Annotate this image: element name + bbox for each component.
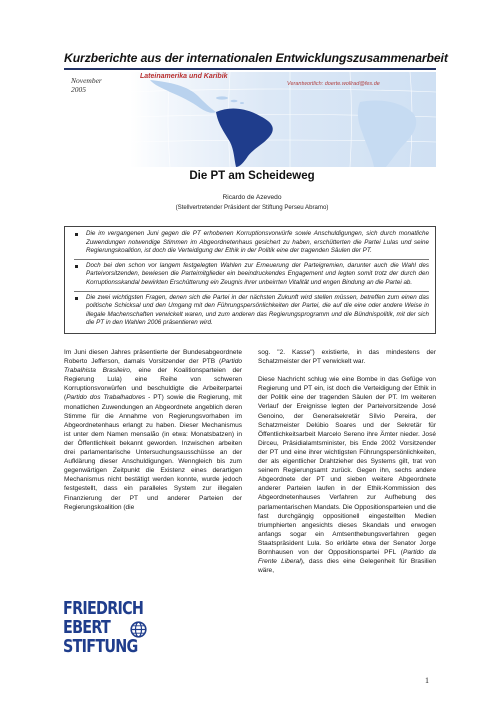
author-role: (Stellvertretender Präsident der Stiftung Perseu Abramo)	[175, 204, 329, 211]
logo-line: STIFTUNG	[63, 637, 138, 657]
series-title: Kurzberichte aus der internationalen Entwicklungszusammenarbeit	[64, 51, 448, 65]
party-name-italic: Partido Trabalhista Brasileiro	[64, 358, 242, 375]
region-label: Lateinamerika und Karibik	[140, 73, 228, 80]
text-run: Diese Nachricht schlug wie eine Bombe in das Gefüge von Regierung und PT ein, ist doch die Verteidigung der Ethik in der Politik eine der tragenden Säulen der PT. Im weiteren Verlauf der Ereignisse legten der Parteivorsitzende José Genoino, der Generalsekretär Sílvio Pereira, der Schatzmeister Delúbio Soares und der Sekretär für Öffentlichkeitsarbeit Marcelo Sereno ihre Ämter nieder. José Dirceu, Präsidialamtsminister, bis Ende 2002 Vorsitzender der PT und eine ihrer wichtigsten Führungspersönlichkeiten, der als eigentlicher Drahtzieher des Systems gilt, trat von seinem Regierungsamt zurück. Gegen ihn, sechs andere Abgeordnete der PT und sieben weitere Abgeordnete anderer Parteien laufen in der Ethik-Kommission des Abgeordnetenhauses Verfahren zur Aufhebung des parlamentarischen Mandats. Die Oppositionsparteien und die fast durchgängig oppositionell eingestellten Medien triumphierten angesichts dieses Skandals und erwogen anfangs sogar ein Amtsenthebungsverfahren gegen Staatspräsident Lula. So erklärte etwa der Senator Jorge Bornhausen von der Oppositionspartei PFL (	[258, 376, 436, 556]
text-run: Im Juni diesen Jahres präsentierte der Bundesabgeordnete Roberto Jefferson, damals Vorsitzender der PTB (	[64, 349, 242, 366]
page-number: 1	[425, 676, 429, 685]
text-run: - PT) sowie die Regierung, mit monatlichen Zuwendungen an Abgeordnete angeblich deren Stimme für die Annahme von Regierungsvorhaben im Abgeordnetenhaus erlangt zu haben. Dieser Mechanismus ist unter dem Namen mensalão (in etwa: Monatsbatzen) in der Öffentlichkeit bekannt geworden. Inzwischen arbeiten drei parlamentarische Untersuchungsausschüsse an der Aufklärung dieser Anschuldigungen. Wenngleich bis zum gegenwärtigen Zeitpunkt die Existenz eines derartigen Mechanismus nicht bestätigt werden konnte, wurde jedoch festgestellt, dass ein paralleles System zur illegalen Finanzierung der PT und anderer Parteien der Regierungskoalition (die	[64, 394, 242, 511]
document-title: Die PT am Scheideweg	[189, 170, 315, 182]
summary-box	[64, 226, 436, 334]
body-paragraph: sog. "2. Kasse") existierte, in das mindestens der Schatzmeister der PT verwickelt war.	[258, 349, 436, 366]
header-rule	[64, 68, 436, 70]
friedrich-ebert-stiftung-logo	[63, 600, 175, 660]
party-name-italic: Partido da Frente Liberal	[258, 548, 436, 566]
summary-item: Doch bei den schon vor langem festgelegten Wahlen zur Erneuerung der Parteigremien, darunter auch die Wahl des Parteivorsitzenden, bewiesen die Parteimitglieder ein beeindruckendes Engagement und legten somit trotz der durch den Korruptionsskandal bewirkten Erschütterung ein Zeugnis ihrer unbeirrten Vitalität und engen Bindung an die Partei ab.	[74, 259, 429, 288]
globe-icon	[130, 621, 147, 638]
region-banner	[130, 72, 436, 167]
responsible-contact: Verantwortlich: doerte.wollrad@fes.de	[287, 81, 380, 87]
party-name-italic: Partido dos Trabalhadores	[66, 394, 146, 402]
summary-item: Die zwei wichtigsten Fragen, denen sich die Partei in der nächsten Zukunft wird stellen müssen, betreffen zum einen das politische Schicksal und den Umgang mit den Führungspersönlichkeiten der Partei, die auf die eine oder andere Weise in illegale Machenschaften verwickelt waren, und zum anderen das Regierungsprogramm und die Bündnispolitik, mit der sich die PT in den Wahlen 2006 präsentieren wird.	[74, 291, 429, 328]
body-column-right	[258, 348, 436, 584]
body-paragraph	[64, 348, 242, 512]
summary-list	[74, 230, 429, 328]
americas-map-image	[130, 72, 436, 167]
publication-year: 2005	[71, 85, 86, 94]
logo-line: FRIEDRICH	[63, 599, 144, 619]
publication-month: November	[71, 76, 102, 85]
summary-item: Die im vergangenen Juni gegen die PT erhobenen Korruptionsvorwürfe sowie Anschuldigungen, sich durch monatliche Zuwendungen notwendige Stimmen im Abgeordnetenhaus gesichert zu haben, erschütterten die Partei Lulas und seine Regierungskoalition, ist doch die Verteidigung der Ethik in der Politik eine der tragenden Säulen der PT.	[74, 230, 429, 256]
publication-date	[71, 76, 102, 94]
author-name: Ricardo de Azevedo	[222, 194, 282, 201]
body-paragraph	[258, 375, 436, 575]
text-run: ), dass dies eine Gelegenheit für Brasilien wäre,	[258, 558, 436, 575]
logo-line: EBERT	[63, 618, 111, 638]
text-run: , eine der Koalitionsparteien der Regierung Lula) eine Reihe von schweren Korruptionsvorwürfen und beschuldigte die Arbeiterpartei (	[64, 367, 242, 402]
body-column-left	[64, 348, 242, 521]
